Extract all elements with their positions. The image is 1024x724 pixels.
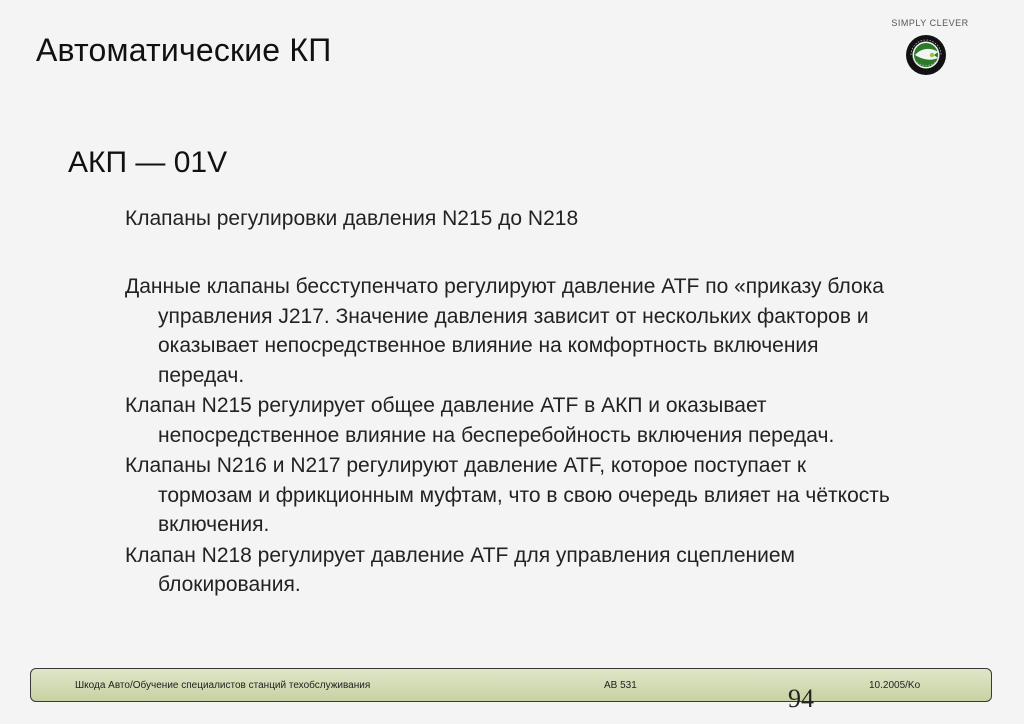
brand-tagline: SIMPLY CLEVER [891, 18, 969, 28]
footer-date: 10.2005/Ko [869, 680, 921, 691]
paragraph: Данные клапаны бесступенчато регулируют давление ATF по «приказу блока управления J217. Значение давления зависит от нескольких факторов и оказывает непосредственное влияние на комфортность включения передач. [125, 275, 884, 387]
paragraph: Клапан N218 регулирует давление ATF для управления сцеплением блокирования. [125, 543, 795, 596]
paragraph: Клапаны N216 и N217 регулируют давление ATF, которое поступает к тормозам и фрикционным муфтам, что в свою очередь влияет на чёткость включения. [125, 454, 890, 536]
footer-course-title: Шкода Авто/Обучение специалистов станций техобслуживания [75, 680, 371, 691]
section-title: АКП — 01V [68, 146, 228, 179]
brand-block [878, 18, 978, 78]
page-title: Автоматические КП [36, 32, 332, 68]
skoda-logo-icon [905, 34, 947, 76]
body-text [125, 272, 905, 601]
subheading: Клапаны регулировки давления N215 до N218 [125, 207, 579, 230]
page-number: 94 [788, 684, 814, 713]
footer-doc-code: AB 531 [604, 680, 637, 691]
paragraph: Клапан N215 регулирует общее давление ATF в АКП и оказывает непосредственное влияние на бесперебойность включения передач. [125, 394, 835, 447]
footer-bar [30, 668, 992, 702]
